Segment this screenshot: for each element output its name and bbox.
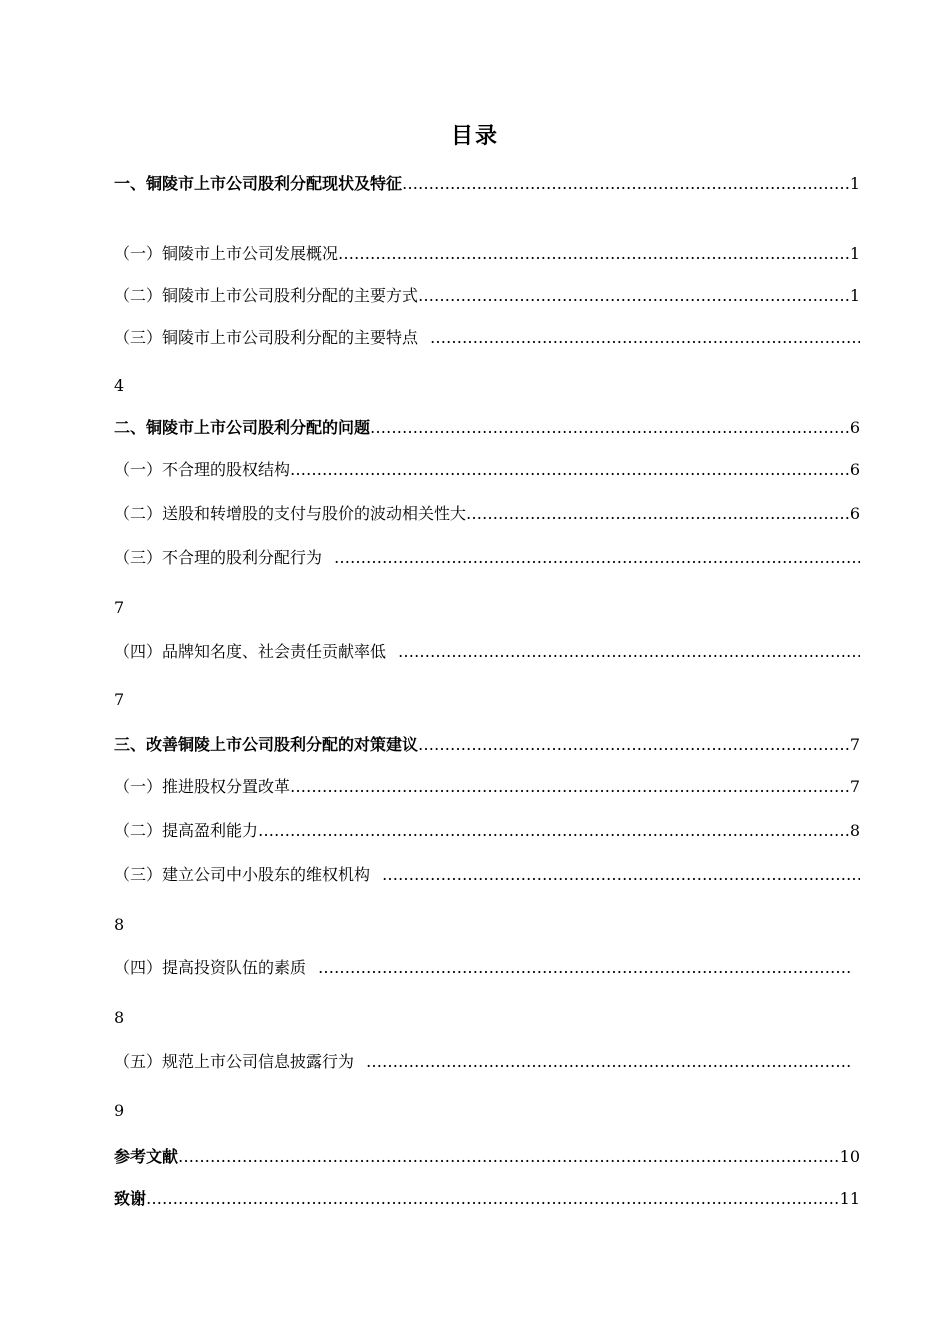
toc-page-number-wrapped: 4	[114, 376, 125, 395]
toc-page-number: 1	[849, 174, 860, 193]
leader-dots	[370, 416, 850, 440]
toc-entry-3-1[interactable]	[114, 775, 860, 799]
toc-entry-label: （一）不合理的股权结构	[114, 460, 291, 479]
toc-entry-label: （一）推进股权分置改革	[114, 777, 291, 796]
toc-entry-1-1[interactable]	[114, 242, 860, 266]
toc-page-number: 1	[849, 286, 860, 305]
toc-page-number: 7	[849, 735, 860, 754]
leader-dots	[430, 326, 860, 350]
toc-page-number: 6	[849, 504, 860, 523]
toc-entry-1-2[interactable]	[114, 284, 860, 308]
leader-dots	[366, 1050, 852, 1074]
toc-page-number-wrapped: 7	[114, 690, 125, 709]
toc-entry-3-2[interactable]	[114, 819, 860, 843]
leader-dots	[398, 640, 860, 664]
leader-dots	[178, 1145, 840, 1169]
toc-title: 目录	[450, 123, 499, 149]
toc-page-number-wrapped: 8	[114, 915, 125, 934]
toc-entry-label: 二、铜陵市上市公司股利分配的问题	[114, 418, 371, 437]
toc-page-number: 11	[839, 1189, 860, 1208]
toc-page-number-wrapped: 8	[114, 1008, 125, 1027]
toc-page-number: 7	[849, 777, 860, 796]
leader-dots	[146, 1187, 840, 1211]
leader-dots	[338, 242, 850, 266]
toc-page-number: 6	[849, 460, 860, 479]
toc-entry-label: （一）铜陵市上市公司发展概况	[114, 244, 339, 263]
toc-page-number-wrapped: 9	[114, 1101, 125, 1120]
toc-entry-label: 一、铜陵市上市公司股利分配现状及特征	[114, 174, 403, 193]
toc-entry-2-1[interactable]	[114, 458, 860, 482]
toc-entry-3-3[interactable]	[114, 863, 860, 887]
toc-entry-label: （三）不合理的股利分配行为	[114, 548, 323, 567]
leader-dots	[334, 546, 860, 570]
toc-entry-label: （二）送股和转增股的支付与股价的波动相关性大	[114, 504, 467, 523]
toc-page-number: 10	[839, 1147, 860, 1166]
toc-entry-label: 三、改善铜陵上市公司股利分配的对策建议	[114, 735, 419, 754]
toc-page-number: 6	[849, 418, 860, 437]
toc-entry-references[interactable]	[114, 1145, 860, 1169]
leader-dots	[466, 502, 850, 526]
toc-entry-2-2[interactable]	[114, 502, 860, 526]
toc-entry-label: （五）规范上市公司信息披露行为	[114, 1052, 355, 1071]
toc-entry-3[interactable]	[114, 733, 860, 757]
toc-entry-3-4[interactable]	[114, 956, 852, 980]
toc-page-number-wrapped: 7	[114, 598, 125, 617]
toc-entry-acknowledgements[interactable]	[114, 1187, 860, 1211]
toc-entry-2[interactable]	[114, 416, 860, 440]
leader-dots	[418, 733, 850, 757]
leader-dots	[318, 956, 852, 980]
toc-entry-label: （三）铜陵市上市公司股利分配的主要特点	[114, 328, 419, 347]
leader-dots	[418, 284, 850, 308]
toc-entry-label: （四）提高投资队伍的素质	[114, 958, 307, 977]
toc-entry-1[interactable]	[114, 172, 860, 196]
toc-entry-label: （二）提高盈利能力	[114, 821, 259, 840]
toc-entry-label: （四）品牌知名度、社会责任贡献率低	[114, 642, 387, 661]
leader-dots	[382, 863, 860, 887]
toc-entry-label: （二）铜陵市上市公司股利分配的主要方式	[114, 286, 419, 305]
toc-entry-2-3[interactable]	[114, 546, 860, 570]
toc-page-number: 1	[849, 244, 860, 263]
toc-entry-label: （三）建立公司中小股东的维权机构	[114, 865, 371, 884]
toc-entry-label: 致谢	[114, 1189, 147, 1208]
leader-dots	[258, 819, 850, 843]
leader-dots	[402, 172, 850, 196]
leader-dots	[290, 458, 850, 482]
toc-entry-label: 参考文献	[114, 1147, 179, 1166]
toc-entry-3-5[interactable]	[114, 1050, 852, 1074]
leader-dots	[290, 775, 850, 799]
toc-entry-1-3[interactable]	[114, 326, 860, 350]
toc-entry-2-4[interactable]	[114, 640, 860, 664]
toc-page-number: 8	[849, 821, 860, 840]
